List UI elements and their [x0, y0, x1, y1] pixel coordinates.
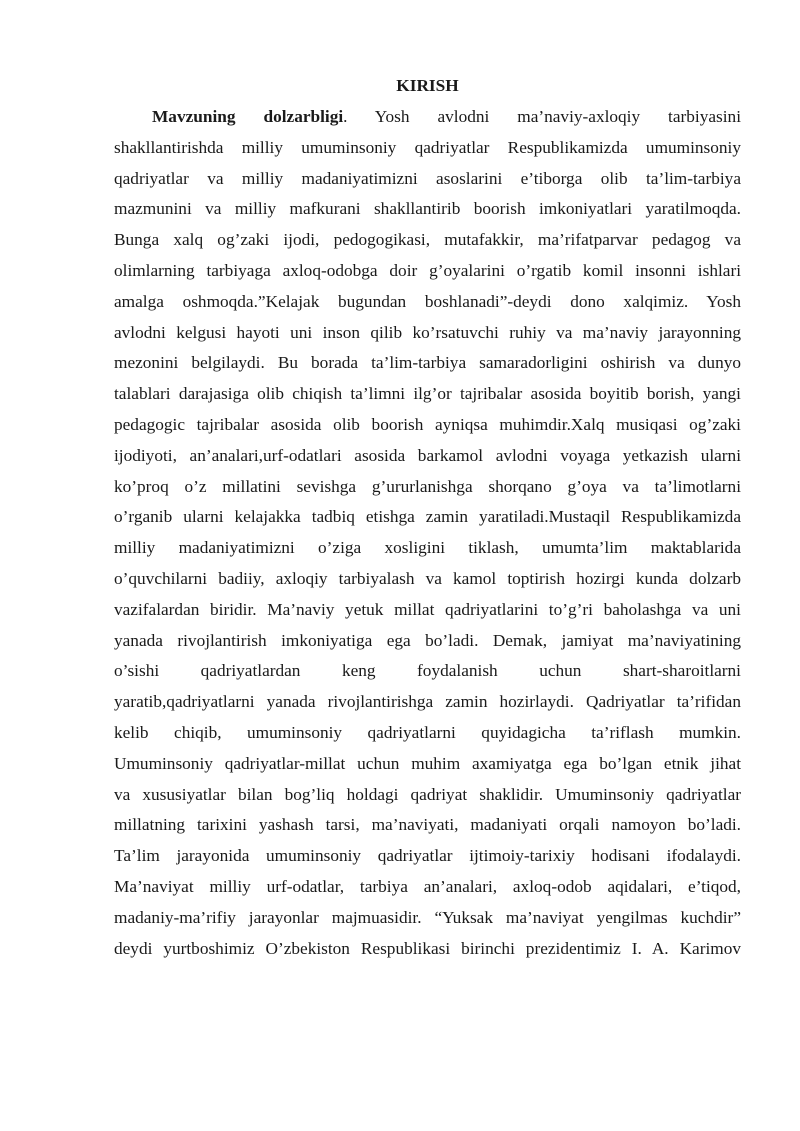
text-line: o’quvchilarni badiiy, axloqiy tarbiyalash va kamol toptirish hozirgi kunda dolzarb — [114, 568, 741, 588]
text-line: madaniy-ma’rifiy jarayonlar majmuasidir. “Yuksak ma’naviyat yengilmas kuchdir” — [114, 907, 741, 927]
text-line: mezonini belgilaydi. Bu borada ta’lim-tarbiya samaradorligini oshirish va dunyo — [114, 353, 741, 373]
text-line: va xususiyatlar bilan bog’liq holdagi qadriyat shaklidir. Umuminsoniy qadriyatlar — [114, 784, 741, 804]
text-line: avlodni kelgusi hayoti uni inson qilib ko’rsatuvchi ruhiy va ma’naviy jarayonning — [114, 322, 741, 342]
text-line: vazifalardan biridir. Ma’naviy yetuk millat qadriyatlarini to’g’ri baholashga va uni — [114, 599, 741, 619]
text-line: Umuminsoniy qadriyatlar-millat uchun muhim axamiyatga ega bo’lgan etnik jihat — [114, 753, 741, 773]
text-line: yaratib,qadriyatlarni yanada rivojlantirishga zamin hozirlaydi. Qadriyatlar ta’rifidan — [114, 692, 741, 712]
text-line: kelib chiqib, umuminsoniy qadriyatlarni quyidagicha ta’riflash mumkin. — [114, 722, 741, 742]
document-page — [114, 74, 741, 964]
lead-phrase: Mavzuning dolzarbligi — [152, 107, 344, 126]
text-line: o’sishi qadriyatlardan keng foydalanish uchun shart-sharoitlarni — [114, 661, 741, 681]
text-line: qadriyatlar va milliy madaniyatimizni asoslarini e’tiborga olib ta’lim-tarbiya — [114, 168, 741, 188]
text-line: talablari darajasiga olib chiqish ta’limni ilg’or tajribalar asosida boyitib borish, yangi — [114, 384, 741, 404]
text-line: ko’proq o’z millatini sevishga g’ururlanishga shorqano g’oya va ta’limotlarni — [114, 476, 741, 496]
text-line: millatning tarixini yashash tarsi, ma’naviyati, madaniyati orqali namoyon bo’ladi. — [114, 815, 741, 835]
lead-punctuation: . — [343, 107, 348, 126]
text-line: milliy madaniyatimizni o’ziga xosligini tiklash, umumta’lim maktablarida — [114, 538, 741, 558]
first-line-text: Yosh avlodni ma’naviy-axloqiy tarbiyasini — [347, 107, 741, 126]
section-heading: KIRISH — [396, 76, 459, 95]
text-line: Ta’lim jarayonida umuminsoniy qadriyatlar ijtimoiy-tarixiy hodisani ifodalaydi. — [114, 846, 741, 866]
text-line: shakllantirishda milliy umuminsoniy qadriyatlar Respublikamizda umuminsoniy — [114, 137, 741, 157]
text-line: olimlarning tarbiyaga axloq-odobga doir g’oyalarini o’rgatib komil insonni ishlari — [114, 260, 741, 280]
text-line: amalga oshmoqda.”Kelajak bugundan boshlanadi”-deydi dono xalqimiz. Yosh — [114, 291, 741, 311]
paragraph-first-line — [114, 102, 741, 133]
text-line: Ma’naviyat milliy urf-odatlar, tarbiya an’analari, axloq-odob aqidalari, e’tiqod, — [114, 876, 741, 896]
text-line: pedagogic tajribalar asosida olib boorish ayniqsa muhimdir.Xalq musiqasi og’zaki — [114, 414, 741, 434]
text-line: deydi yurtboshimiz O’zbekiston Respublikasi birinchi prezidentimiz I. A. Karimov — [114, 938, 741, 958]
text-line: ijodiyoti, an’analari,urf-odatlari asosida barkamol avlodni voyaga yetkazish ularni — [114, 445, 741, 465]
body-paragraph — [114, 102, 741, 964]
text-line: Bunga xalq og’zaki ijodi, pedogogikasi, mutafakkir, ma’rifatparvar pedagog va — [114, 230, 741, 250]
text-line: o’rganib ularni kelajakka tadbiq etishga zamin yaratiladi.Mustaqil Respublikamizda — [114, 507, 741, 527]
text-line: yanada rivojlantirish imkoniyatiga ega bo’ladi. Demak, jamiyat ma’naviyatining — [114, 630, 741, 650]
text-line: mazmunini va milliy mafkurani shakllantirib boorish imkoniyatlari yaratilmoqda. — [114, 199, 741, 219]
